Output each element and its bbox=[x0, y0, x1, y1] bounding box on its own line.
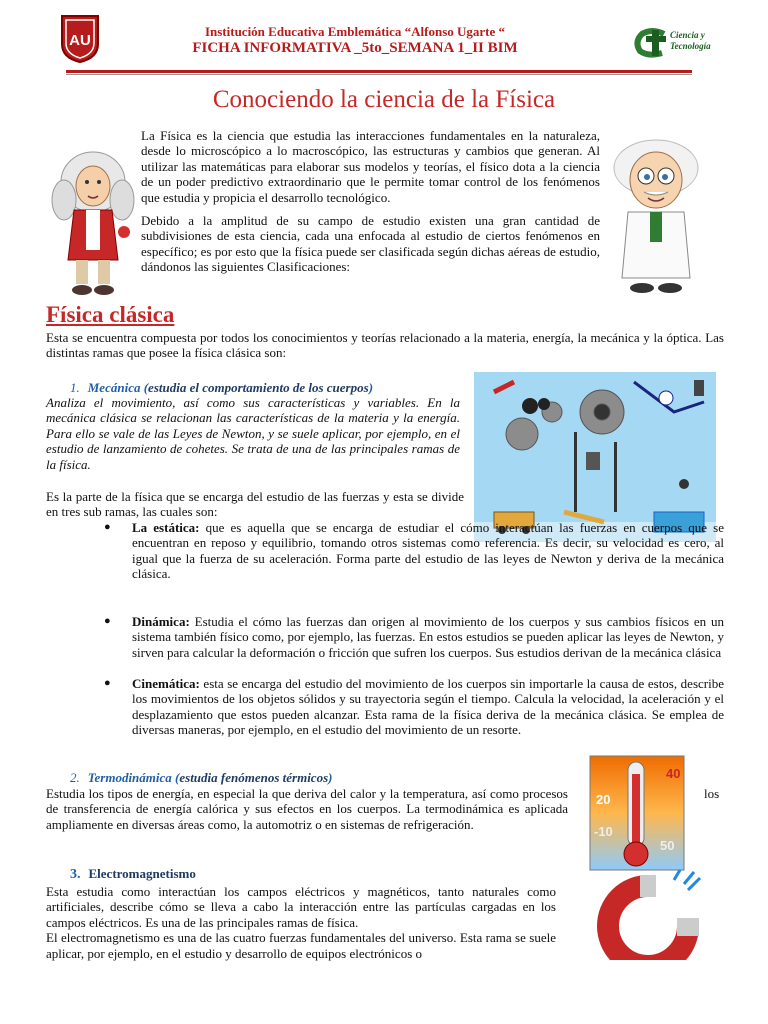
bullet-term: La estática: bbox=[132, 520, 200, 535]
termodinamica-text: Estudia los tipos de energía, en especial la que deriva del calor y la temperatura, así como procesos de transferencia de energía calórica y sus efectos en los cuerpos. La termodinámica es aplicada ampliamente en diversas áreas como, la automotriz o en sistemas de refrigeración. bbox=[46, 786, 568, 832]
mecanica-italic-text: Analiza el movimiento, así como sus características y variables. En la mecánica clásica se relacionan las características de la materia y la energía. Para ello se vale de las Leyes de Newton, y se suele aplicar, por ejemplo, en el estudio de lanzamiento de cohetes. Se trata de una de las principales ramas de la física. bbox=[46, 395, 460, 472]
subheading-name: Termodinámica ( bbox=[87, 770, 180, 785]
school-logo-text: AU bbox=[69, 32, 91, 49]
institution-name: Institución Educativa Emblemática “Alfonso Ugarte “ bbox=[204, 24, 506, 39]
header-divider bbox=[66, 70, 692, 73]
electromagnetismo-paragraph-2: El electromagnetismo es una de las cuatro fuerzas fundamentales del universo. Esta rama se suele aplicar, por ejemplo, en el estudio y desarrollo de equipos electrónicos o bbox=[46, 930, 556, 961]
bullet-term: Cinemática: bbox=[132, 676, 200, 691]
intro-text bbox=[141, 128, 600, 283]
subheading-name: Mecánica ( bbox=[87, 380, 149, 395]
bullet-dinamica bbox=[104, 614, 724, 660]
bullet-estatica-text bbox=[132, 520, 724, 582]
logo-ct-line1: Ciencia y bbox=[670, 30, 705, 40]
school-logo bbox=[60, 14, 100, 64]
bullet-desc: esta se encarga del estudio del movimiento de los cuerpos sin importarle la causa de estos, describe los movimientos de los objetos sólidos y su trayectoria según el tiempo. Calcula la velocidad, la aceleración y el desplazamiento que estos pueden alcanzar. Esta rama de la física deriva de la mecánica clásica. Se emplea de diversas maneras, por ejemplo, en el estudio del movimiento de un resorte. bbox=[132, 676, 724, 738]
subheading-number: 3. bbox=[70, 867, 81, 882]
mechanics-machine-image bbox=[474, 372, 716, 542]
bullet-dinamica-text bbox=[132, 614, 724, 660]
header-divider-thin bbox=[66, 74, 692, 75]
thermo-label-20: 20 bbox=[596, 792, 611, 807]
thermo-label-50: 50 bbox=[660, 838, 675, 853]
subheading-desc: estudia fenómenos térmicos bbox=[179, 770, 329, 785]
bullet-desc: que es aquella que se encarga de estudiar el cómo interactúan las fuerzas en cuerpos que se encuentran en reposo y equilibrio, tomando otros sistemas como referencia. Es decir, su velocidad es cero, al igual que la fuerza de su aceleración. Forma parte del estudio de las leyes de Newton y deriva de la mecánica clásica. bbox=[132, 520, 724, 582]
electromagnetismo-text bbox=[46, 884, 556, 961]
thermometer-image bbox=[582, 752, 692, 874]
thermo-label-40: 40 bbox=[666, 766, 681, 781]
subheading-number: 1. bbox=[70, 380, 80, 395]
subheading-desc: estudia el comportamiento de los cuerpos bbox=[148, 380, 369, 395]
newton-cartoon-image bbox=[48, 140, 138, 300]
einstein-cartoon-image bbox=[606, 128, 706, 298]
fisica-clasica-text: Esta se encuentra compuesta por todos los conocimientos y teorías relacionado a la materia, energía, la mecánica y la óptica. Las distintas ramas que posee la física clásica son: bbox=[46, 330, 724, 361]
page-title: Conociendo la ciencia de la Física bbox=[212, 86, 556, 113]
section-heading-fisica-clasica: Física clásica bbox=[46, 302, 175, 327]
magnet-image bbox=[588, 870, 708, 960]
bullet-cinematica-text bbox=[132, 676, 724, 738]
ficha-title: FICHA INFORMATIVA _5to_SEMANA 1_II BIM bbox=[192, 40, 518, 56]
subheading-mecanica bbox=[70, 380, 373, 396]
electromagnetismo-paragraph-1: Esta estudia como interactúan los campos eléctricos y magnéticos, tanto naturales como artificiales, describe cómo se lleva a cabo la interacción entre las partículas cargadas en los campos eléctricos. Es una de las principales ramas de física. bbox=[46, 884, 556, 930]
termodinamica-overflow-word: los bbox=[704, 786, 720, 801]
subheading-name: Electromagnetismo bbox=[88, 866, 196, 881]
bullet-term: Dinámica: bbox=[132, 614, 190, 629]
subheading-electromagnetismo bbox=[70, 866, 196, 883]
bullet-dot: ● bbox=[104, 521, 111, 533]
subheading-close: ) bbox=[368, 380, 374, 395]
bullet-dot: ● bbox=[104, 615, 111, 627]
subheading-close: ) bbox=[328, 770, 333, 785]
bullet-desc: Estudia el cómo las fuerzas dan origen al movimiento de los cuerpos y sus cambios físicos en un sistema también físico como, por ejemplo, las fuerzas. En estos estudios se pueden aplicar las leyes de Newton, y sirven para calcular la deformación o fricción que sufren los cuerpos. Sus estudios derivan de la mecánica clásica bbox=[132, 614, 724, 660]
bullet-dot: ● bbox=[104, 677, 111, 689]
intro-paragraph-1: La Física es la ciencia que estudia las interacciones fundamentales en la naturaleza, desde lo microscópico a lo macroscópico, las estructuras y cambios que generan. Al utilizar las matemáticas para elaborar sus modelos y teorías, el físico dota a la ciencia de un poder predictivo extraordinario que le permite tomar control de los fenómenos que estudia y propicia el desarrollo tecnológico. bbox=[141, 128, 600, 205]
bullet-cinematica bbox=[104, 676, 724, 738]
subheading-termodinamica bbox=[70, 770, 332, 786]
subheading-number: 2. bbox=[70, 770, 80, 785]
bullet-estatica bbox=[104, 520, 724, 582]
intro-paragraph-2: Debido a la amplitud de su campo de estudio existen una gran cantidad de subdivisiones de esta ciencia, cada una enfocada al estudio de ciertos fenómenos en específico; es por esto que la física puede ser clasificada según dichas aéreas de estudio, dándonos las siguientes Clasificaciones: bbox=[141, 213, 600, 275]
ciencia-tecnologia-logo bbox=[630, 26, 730, 60]
fuerzas-text: Es la parte de la física que se encarga del estudio de las fuerzas y esta se divide en tres sub ramas, las cuales son: bbox=[46, 489, 464, 520]
logo-ct-line2: Tecnología bbox=[670, 41, 711, 51]
thermo-label-neg10: -10 bbox=[594, 824, 613, 839]
